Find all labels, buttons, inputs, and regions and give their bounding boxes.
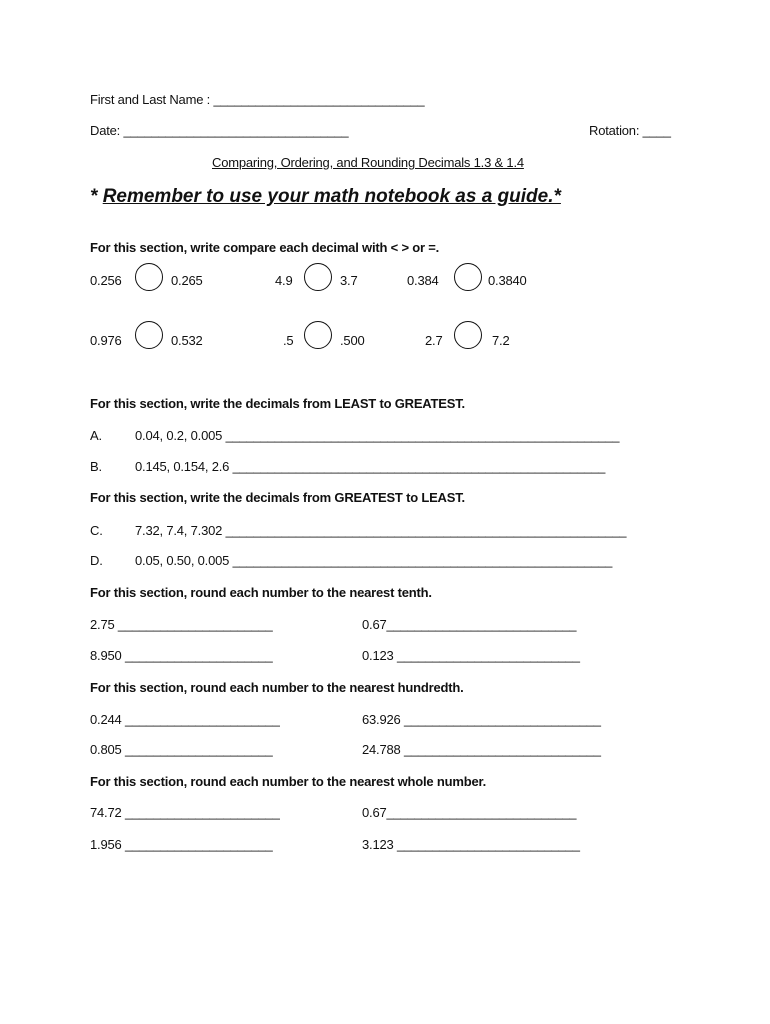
compare-left-value: 4.9 [275, 273, 293, 288]
compare-answer-circle[interactable] [135, 321, 163, 349]
rounding-answer-line[interactable]: 1.956 _____________________ [90, 837, 273, 852]
date-field[interactable]: Date: ________________________________ [90, 123, 349, 138]
name-field[interactable]: First and Last Name : ______________________________ [90, 92, 425, 107]
compare-answer-circle[interactable] [135, 263, 163, 291]
compare-answer-circle[interactable] [454, 321, 482, 349]
rounding-answer-line[interactable]: 24.788 ____________________________ [362, 742, 601, 757]
compare-instruction: For this section, write compare each decimal with < > or =. [90, 240, 440, 255]
compare-left-value: .5 [283, 333, 294, 348]
compare-right-value: 0.3840 [488, 273, 527, 288]
rounding-answer-line[interactable]: 0.67___________________________ [362, 617, 577, 632]
greatest-to-least-instruction: For this section, write the decimals from GREATEST to LEAST. [90, 490, 465, 505]
rounding-answer-line[interactable]: 8.950 _____________________ [90, 648, 273, 663]
item-letter: B. [90, 459, 102, 474]
item-letter: C. [90, 523, 103, 538]
compare-right-value: 3.7 [340, 273, 358, 288]
rounding-answer-line[interactable]: 74.72 ______________________ [90, 805, 280, 820]
compare-right-value: 0.265 [171, 273, 203, 288]
reminder-text: Remember to use your math notebook as a guide.* [102, 186, 561, 207]
rounding-answer-line[interactable]: 0.67___________________________ [362, 805, 577, 820]
compare-right-value: 0.532 [171, 333, 203, 348]
compare-right-value: .500 [340, 333, 365, 348]
compare-right-value: 7.2 [492, 333, 510, 348]
ordering-answer-line[interactable]: 0.04, 0.2, 0.005 ________________________________________________________ [135, 428, 620, 443]
rounding-answer-line[interactable]: 0.244 ______________________ [90, 712, 280, 727]
round-hundredth-instruction: For this section, round each number to the nearest hundredth. [90, 680, 464, 695]
item-letter: D. [90, 553, 103, 568]
compare-left-value: 0.384 [407, 273, 439, 288]
compare-left-value: 2.7 [425, 333, 443, 348]
compare-answer-circle[interactable] [304, 321, 332, 349]
least-to-greatest-instruction: For this section, write the decimals from LEAST to GREATEST. [90, 396, 465, 411]
rounding-answer-line[interactable]: 0.805 _____________________ [90, 742, 273, 757]
round-tenth-instruction: For this section, round each number to the nearest tenth. [90, 585, 432, 600]
compare-answer-circle[interactable] [304, 263, 332, 291]
rotation-field[interactable]: Rotation: ____ [589, 123, 671, 138]
rounding-answer-line[interactable]: 63.926 ____________________________ [362, 712, 601, 727]
compare-answer-circle[interactable] [454, 263, 482, 291]
ordering-answer-line[interactable]: 7.32, 7.4, 7.302 _________________________________________________________ [135, 523, 627, 538]
reminder-prefix: * [90, 186, 103, 207]
round-whole-instruction: For this section, round each number to the nearest whole number. [90, 774, 487, 789]
item-letter: A. [90, 428, 102, 443]
worksheet-title: Comparing, Ordering, and Rounding Decimals 1.3 & 1.4 [212, 155, 524, 170]
ordering-answer-line[interactable]: 0.145, 0.154, 2.6 _____________________________________________________ [135, 459, 606, 474]
rounding-answer-line[interactable]: 3.123 __________________________ [362, 837, 580, 852]
rounding-answer-line[interactable]: 2.75 ______________________ [90, 617, 273, 632]
ordering-answer-line[interactable]: 0.05, 0.50, 0.005 ______________________________________________________ [135, 553, 613, 568]
rounding-answer-line[interactable]: 0.123 __________________________ [362, 648, 580, 663]
reminder-note [90, 186, 561, 208]
compare-left-value: 0.976 [90, 333, 122, 348]
compare-left-value: 0.256 [90, 273, 122, 288]
